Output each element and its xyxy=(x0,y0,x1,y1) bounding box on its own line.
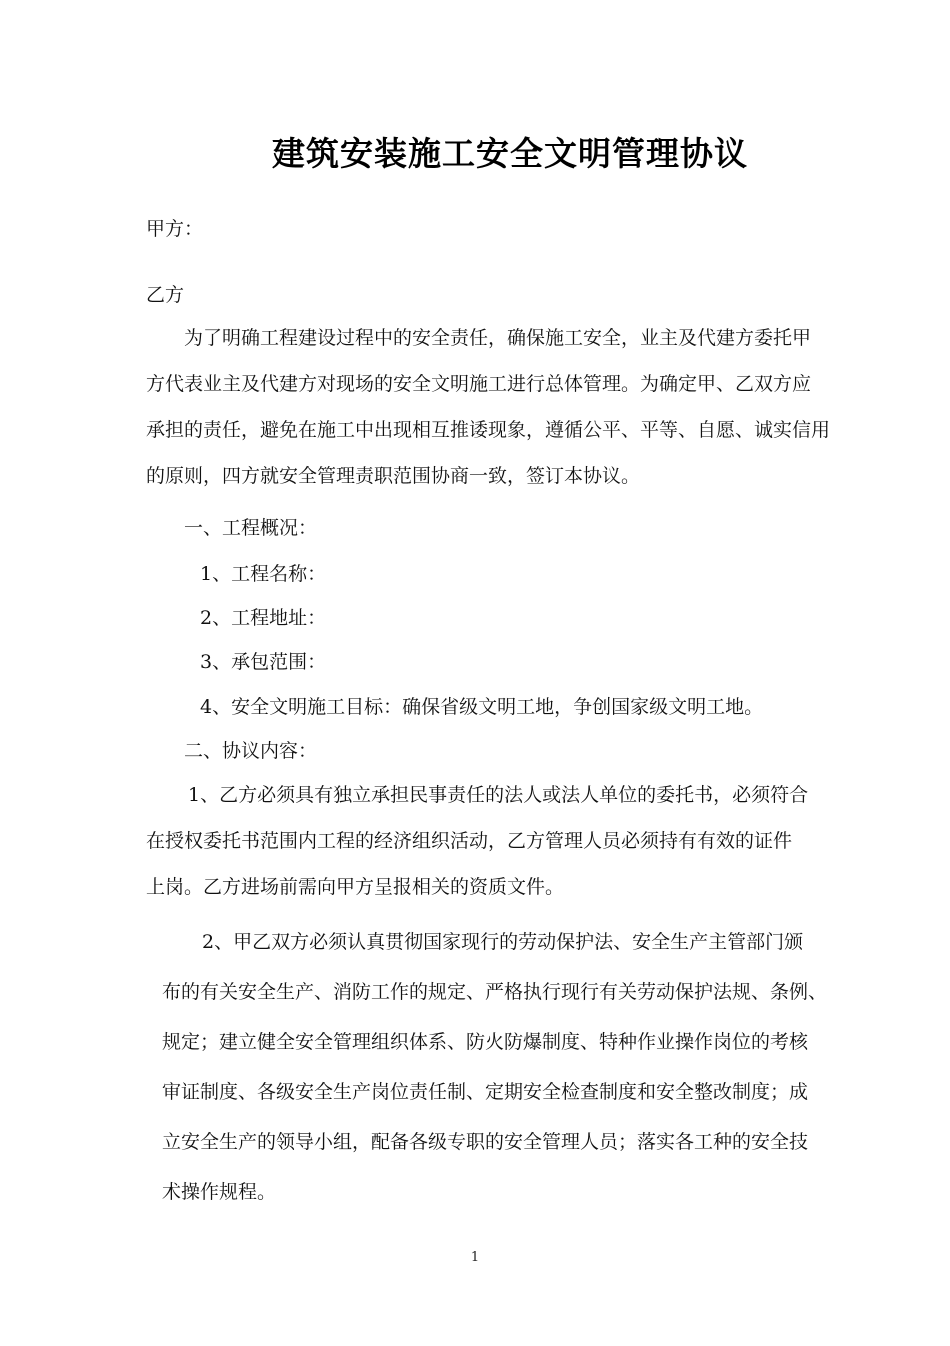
intro-line: 为了明确工程建设过程中的安全责任，确保施工安全，业主及代建方委托甲 xyxy=(184,327,812,349)
clause-1-line: 1、乙方必须具有独立承担民事责任的法人或法人单位的委托书，必须符合 xyxy=(188,784,809,806)
intro-line: 的原则，四方就安全管理责职范围协商一致，签订本协议。 xyxy=(146,465,641,487)
clause-2-line: 规定；建立健全安全管理组织体系、防火防爆制度、特种作业操作岗位的考核 xyxy=(162,1031,809,1053)
clause-1-line: 上岗。乙方进场前需向甲方呈报相关的资质文件。 xyxy=(146,876,565,898)
intro-line: 方代表业主及代建方对现场的安全文明施工进行总体管理。为确定甲、乙双方应 xyxy=(146,373,812,395)
section-heading-overview: 一、工程概况： xyxy=(184,517,318,539)
clause-2-line: 立安全生产的领导小组，配备各级专职的安全管理人员；落实各工种的安全技 xyxy=(162,1131,809,1153)
clause-2 xyxy=(162,917,827,1217)
intro-line: 承担的责任，避免在施工中出现相互推诿现象，遵循公平、平等、自愿、诚实信用 xyxy=(146,419,831,441)
document-title: 建筑安装施工安全文明管理协议 xyxy=(272,134,748,173)
clause-2-line: 审证制度、各级安全生产岗位责任制、定期安全检查制度和安全整改制度；成 xyxy=(162,1081,809,1103)
overview-item-scope: 3、承包范围： xyxy=(200,651,327,673)
clause-2-line: 术操作规程。 xyxy=(162,1181,277,1203)
overview-item-name: 1、工程名称： xyxy=(200,563,327,585)
clause-1 xyxy=(146,772,808,910)
clause-2-line: 布的有关安全生产、消防工作的规定、严格执行现行有关劳动保护法规、条例、 xyxy=(162,981,828,1003)
section-heading-agreement: 二、协议内容： xyxy=(184,740,318,762)
party-a-label: 甲方： xyxy=(146,218,204,240)
party-b-label: 乙方 xyxy=(146,284,185,306)
clause-1-line: 在授权委托书范围内工程的经济组织活动，乙方管理人员必须持有有效的证件 xyxy=(146,830,793,852)
overview-item-address: 2、工程地址： xyxy=(200,607,327,629)
overview-item-goal: 4、安全文明施工目标：确保省级文明工地，争创国家级文明工地。 xyxy=(200,696,764,718)
clause-2-line: 2、甲乙双方必须认真贯彻国家现行的劳动保护法、安全生产主管部门颁 xyxy=(202,931,804,953)
page-number: 1 xyxy=(470,1250,480,1265)
intro-paragraph xyxy=(146,315,830,499)
